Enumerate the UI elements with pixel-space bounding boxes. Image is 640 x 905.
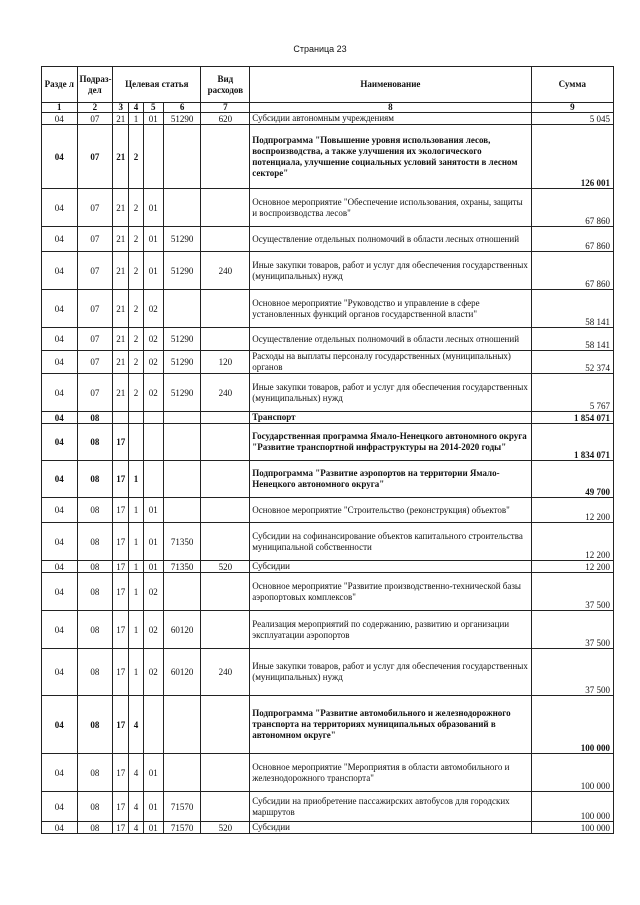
program-code-cell: 17 bbox=[113, 424, 129, 461]
direction-code-cell bbox=[163, 754, 201, 792]
subprogram-code-cell: 4 bbox=[129, 754, 143, 792]
summa-cell: 100 000 bbox=[531, 792, 613, 822]
naimenovanie-cell: Иные закупки товаров, работ и услуг для обеспечения государственных (муниципальных) нужд bbox=[250, 374, 531, 412]
event-code-cell: 01 bbox=[143, 113, 163, 125]
program-code-cell: 17 bbox=[113, 649, 129, 696]
table-row bbox=[42, 252, 614, 290]
event-code-cell: 01 bbox=[143, 822, 163, 834]
vid-rashodov-cell: 520 bbox=[201, 822, 250, 834]
direction-code-cell bbox=[163, 424, 201, 461]
podrazdel-cell: 07 bbox=[77, 113, 113, 125]
vid-rashodov-cell bbox=[201, 611, 250, 649]
subprogram-code-cell bbox=[129, 412, 143, 424]
vid-rashodov-cell bbox=[201, 189, 250, 227]
direction-code-cell: 71570 bbox=[163, 822, 201, 834]
vid-rashodov-cell bbox=[201, 696, 250, 754]
program-code-cell: 17 bbox=[113, 696, 129, 754]
direction-code-cell: 51290 bbox=[163, 227, 201, 252]
subprogram-code-cell: 2 bbox=[129, 290, 143, 328]
subprogram-code-cell: 2 bbox=[129, 374, 143, 412]
vid-rashodov-cell: 120 bbox=[201, 351, 250, 374]
event-code-cell: 01 bbox=[143, 754, 163, 792]
table-row bbox=[42, 822, 614, 834]
vid-rashodov-cell: 520 bbox=[201, 561, 250, 573]
direction-code-cell: 71350 bbox=[163, 523, 201, 561]
summa-cell: 67 860 bbox=[531, 252, 613, 290]
summa-cell: 37 500 bbox=[531, 573, 613, 611]
naimenovanie-cell: Транспорт bbox=[250, 412, 531, 424]
razdel-cell: 04 bbox=[42, 561, 78, 573]
event-code-cell: 02 bbox=[143, 649, 163, 696]
program-code-cell: 21 bbox=[113, 189, 129, 227]
event-code-cell: 02 bbox=[143, 351, 163, 374]
razdel-cell: 04 bbox=[42, 351, 78, 374]
header-summa: Сумма bbox=[531, 67, 613, 103]
table-row bbox=[42, 792, 614, 822]
vid-rashodov-cell: 240 bbox=[201, 649, 250, 696]
table-row bbox=[42, 461, 614, 498]
program-code-cell: 21 bbox=[113, 290, 129, 328]
vid-rashodov-cell bbox=[201, 328, 250, 351]
summa-cell: 5 045 bbox=[531, 113, 613, 125]
naimenovanie-cell: Иные закупки товаров, работ и услуг для обеспечения государственных (муниципальных) нужд bbox=[250, 649, 531, 696]
table-row bbox=[42, 412, 614, 424]
vid-rashodov-cell: 620 bbox=[201, 113, 250, 125]
program-code-cell: 17 bbox=[113, 792, 129, 822]
program-code-cell: 21 bbox=[113, 351, 129, 374]
event-code-cell bbox=[143, 125, 163, 189]
direction-code-cell bbox=[163, 498, 201, 523]
direction-code-cell bbox=[163, 461, 201, 498]
column-number-row bbox=[42, 103, 614, 113]
subprogram-code-cell: 1 bbox=[129, 523, 143, 561]
razdel-cell: 04 bbox=[42, 412, 78, 424]
summa-cell: 100 000 bbox=[531, 822, 613, 834]
naimenovanie-cell: Основное мероприятие "Строительство (реконструкция) объектов" bbox=[250, 498, 531, 523]
event-code-cell bbox=[143, 412, 163, 424]
table-row bbox=[42, 125, 614, 189]
subprogram-code-cell: 2 bbox=[129, 252, 143, 290]
naimenovanie-cell: Реализация мероприятий по содержанию, развитию и организации эксплуатации аэропортов bbox=[250, 611, 531, 649]
razdel-cell: 04 bbox=[42, 792, 78, 822]
direction-code-cell bbox=[163, 696, 201, 754]
naimenovanie-cell: Субсидии на софинансирование объектов капитального строительства муниципальной собственности bbox=[250, 523, 531, 561]
razdel-cell: 04 bbox=[42, 227, 78, 252]
event-code-cell: 01 bbox=[143, 523, 163, 561]
razdel-cell: 04 bbox=[42, 113, 78, 125]
razdel-cell: 04 bbox=[42, 523, 78, 561]
podrazdel-cell: 08 bbox=[77, 498, 113, 523]
razdel-cell: 04 bbox=[42, 290, 78, 328]
summa-cell: 1 854 071 bbox=[531, 412, 613, 424]
podrazdel-cell: 08 bbox=[77, 573, 113, 611]
subprogram-code-cell: 4 bbox=[129, 822, 143, 834]
naimenovanie-cell: Осуществление отдельных полномочий в области лесных отношений bbox=[250, 328, 531, 351]
vid-rashodov-cell bbox=[201, 412, 250, 424]
podrazdel-cell: 08 bbox=[77, 461, 113, 498]
subprogram-code-cell: 4 bbox=[129, 792, 143, 822]
program-code-cell: 17 bbox=[113, 573, 129, 611]
subprogram-code-cell: 2 bbox=[129, 227, 143, 252]
direction-code-cell: 51290 bbox=[163, 113, 201, 125]
podrazdel-cell: 08 bbox=[77, 424, 113, 461]
podrazdel-cell: 07 bbox=[77, 252, 113, 290]
event-code-cell: 01 bbox=[143, 498, 163, 523]
event-code-cell bbox=[143, 696, 163, 754]
direction-code-cell: 60120 bbox=[163, 649, 201, 696]
naimenovanie-cell: Субсидии на приобретение пассажирских автобусов для городских маршрутов bbox=[250, 792, 531, 822]
podrazdel-cell: 08 bbox=[77, 561, 113, 573]
direction-code-cell: 51290 bbox=[163, 252, 201, 290]
razdel-cell: 04 bbox=[42, 125, 78, 189]
razdel-cell: 04 bbox=[42, 573, 78, 611]
event-code-cell: 02 bbox=[143, 573, 163, 611]
program-code-cell: 21 bbox=[113, 113, 129, 125]
vid-rashodov-cell: 240 bbox=[201, 374, 250, 412]
event-code-cell: 01 bbox=[143, 792, 163, 822]
naimenovanie-cell: Осуществление отдельных полномочий в области лесных отношений bbox=[250, 227, 531, 252]
table-row bbox=[42, 696, 614, 754]
table-row bbox=[42, 290, 614, 328]
summa-cell: 5 767 bbox=[531, 374, 613, 412]
subprogram-code-cell: 1 bbox=[129, 573, 143, 611]
vid-rashodov-cell bbox=[201, 754, 250, 792]
podrazdel-cell: 07 bbox=[77, 374, 113, 412]
summa-cell: 52 374 bbox=[531, 351, 613, 374]
summa-cell: 12 200 bbox=[531, 561, 613, 573]
naimenovanie-cell: Подпрограмма "Повышение уровня использования лесов, воспроизводства, а также улучшения их экологического потенциала, улучшение социальных условий занятости в лесном секторе" bbox=[250, 125, 531, 189]
subprogram-code-cell: 2 bbox=[129, 328, 143, 351]
podrazdel-cell: 08 bbox=[77, 412, 113, 424]
program-code-cell: 17 bbox=[113, 461, 129, 498]
column-number: 7 bbox=[201, 103, 250, 113]
summa-cell: 37 500 bbox=[531, 611, 613, 649]
table-row bbox=[42, 374, 614, 412]
direction-code-cell bbox=[163, 290, 201, 328]
program-code-cell: 21 bbox=[113, 252, 129, 290]
program-code-cell: 17 bbox=[113, 561, 129, 573]
razdel-cell: 04 bbox=[42, 328, 78, 351]
subprogram-code-cell: 4 bbox=[129, 696, 143, 754]
table-row bbox=[42, 561, 614, 573]
razdel-cell: 04 bbox=[42, 424, 78, 461]
table-row bbox=[42, 351, 614, 374]
header-naimenovanie: Наименование bbox=[250, 67, 531, 103]
direction-code-cell bbox=[163, 412, 201, 424]
table-row bbox=[42, 649, 614, 696]
vid-rashodov-cell bbox=[201, 290, 250, 328]
event-code-cell: 01 bbox=[143, 189, 163, 227]
header-razdel: Разде л bbox=[42, 67, 78, 103]
naimenovanie-cell: Основное мероприятие "Развитие производственно-технической базы аэропортовых комплексов" bbox=[250, 573, 531, 611]
event-code-cell: 01 bbox=[143, 561, 163, 573]
table-row bbox=[42, 113, 614, 125]
vid-rashodov-cell bbox=[201, 498, 250, 523]
naimenovanie-cell: Субсидии автономным учреждениям bbox=[250, 113, 531, 125]
header-podrazdel: Подраз- дел bbox=[77, 67, 113, 103]
direction-code-cell: 51290 bbox=[163, 374, 201, 412]
naimenovanie-cell: Основное мероприятие "Мероприятия в области автомобильного и железнодорожного транспорта" bbox=[250, 754, 531, 792]
column-number: 6 bbox=[163, 103, 201, 113]
budget-table bbox=[41, 66, 614, 834]
razdel-cell: 04 bbox=[42, 754, 78, 792]
column-number: 8 bbox=[250, 103, 531, 113]
event-code-cell: 01 bbox=[143, 252, 163, 290]
podrazdel-cell: 07 bbox=[77, 351, 113, 374]
razdel-cell: 04 bbox=[42, 252, 78, 290]
event-code-cell bbox=[143, 461, 163, 498]
subprogram-code-cell: 2 bbox=[129, 351, 143, 374]
podrazdel-cell: 07 bbox=[77, 227, 113, 252]
summa-cell: 37 500 bbox=[531, 649, 613, 696]
razdel-cell: 04 bbox=[42, 461, 78, 498]
table-row bbox=[42, 523, 614, 561]
podrazdel-cell: 08 bbox=[77, 611, 113, 649]
subprogram-code-cell bbox=[129, 424, 143, 461]
table-row bbox=[42, 611, 614, 649]
program-code-cell bbox=[113, 412, 129, 424]
column-number: 4 bbox=[129, 103, 143, 113]
column-number: 1 bbox=[42, 103, 78, 113]
naimenovanie-cell: Подпрограмма "Развитие автомобильного и железнодорожного транспорта на территориях муниципальных образований в автономном округе" bbox=[250, 696, 531, 754]
naimenovanie-cell: Основное мероприятие "Руководство и управление в сфере установленных функций органов государственной власти" bbox=[250, 290, 531, 328]
table-row bbox=[42, 189, 614, 227]
subprogram-code-cell: 2 bbox=[129, 189, 143, 227]
vid-rashodov-cell bbox=[201, 424, 250, 461]
direction-code-cell bbox=[163, 189, 201, 227]
summa-cell: 12 200 bbox=[531, 498, 613, 523]
subprogram-code-cell: 1 bbox=[129, 649, 143, 696]
page-number-label: Страница 23 bbox=[293, 44, 347, 54]
vid-rashodov-cell: 240 bbox=[201, 252, 250, 290]
summa-cell: 67 860 bbox=[531, 227, 613, 252]
razdel-cell: 04 bbox=[42, 611, 78, 649]
summa-cell: 12 200 bbox=[531, 523, 613, 561]
subprogram-code-cell: 1 bbox=[129, 461, 143, 498]
subprogram-code-cell: 1 bbox=[129, 113, 143, 125]
summa-cell: 100 000 bbox=[531, 754, 613, 792]
summa-cell: 126 001 bbox=[531, 125, 613, 189]
table-row bbox=[42, 424, 614, 461]
table-row bbox=[42, 227, 614, 252]
table-row bbox=[42, 328, 614, 351]
program-code-cell: 17 bbox=[113, 611, 129, 649]
podrazdel-cell: 07 bbox=[77, 328, 113, 351]
subprogram-code-cell: 1 bbox=[129, 611, 143, 649]
vid-rashodov-cell bbox=[201, 792, 250, 822]
program-code-cell: 17 bbox=[113, 754, 129, 792]
subprogram-code-cell: 1 bbox=[129, 561, 143, 573]
razdel-cell: 04 bbox=[42, 189, 78, 227]
summa-cell: 100 000 bbox=[531, 696, 613, 754]
podrazdel-cell: 08 bbox=[77, 649, 113, 696]
summa-cell: 58 141 bbox=[531, 290, 613, 328]
table-row bbox=[42, 498, 614, 523]
razdel-cell: 04 bbox=[42, 498, 78, 523]
direction-code-cell: 71350 bbox=[163, 561, 201, 573]
event-code-cell: 02 bbox=[143, 290, 163, 328]
column-number: 3 bbox=[113, 103, 129, 113]
program-code-cell: 21 bbox=[113, 328, 129, 351]
subprogram-code-cell: 1 bbox=[129, 498, 143, 523]
direction-code-cell: 51290 bbox=[163, 328, 201, 351]
direction-code-cell: 51290 bbox=[163, 351, 201, 374]
vid-rashodov-cell bbox=[201, 523, 250, 561]
program-code-cell: 17 bbox=[113, 822, 129, 834]
column-number: 2 bbox=[77, 103, 113, 113]
table-row bbox=[42, 754, 614, 792]
vid-rashodov-cell bbox=[201, 125, 250, 189]
summa-cell: 1 834 071 bbox=[531, 424, 613, 461]
column-number: 5 bbox=[143, 103, 163, 113]
naimenovanie-cell: Субсидии bbox=[250, 561, 531, 573]
podrazdel-cell: 07 bbox=[77, 125, 113, 189]
razdel-cell: 04 bbox=[42, 649, 78, 696]
event-code-cell: 02 bbox=[143, 611, 163, 649]
program-code-cell: 17 bbox=[113, 523, 129, 561]
event-code-cell: 02 bbox=[143, 374, 163, 412]
event-code-cell: 02 bbox=[143, 328, 163, 351]
event-code-cell bbox=[143, 424, 163, 461]
header-row bbox=[42, 67, 614, 103]
razdel-cell: 04 bbox=[42, 696, 78, 754]
direction-code-cell bbox=[163, 573, 201, 611]
direction-code-cell: 71570 bbox=[163, 792, 201, 822]
direction-code-cell: 60120 bbox=[163, 611, 201, 649]
header-vid-rashodov: Вид расходов bbox=[201, 67, 250, 103]
vid-rashodov-cell bbox=[201, 227, 250, 252]
vid-rashodov-cell bbox=[201, 573, 250, 611]
table-row bbox=[42, 573, 614, 611]
summa-cell: 58 141 bbox=[531, 328, 613, 351]
podrazdel-cell: 07 bbox=[77, 189, 113, 227]
program-code-cell: 21 bbox=[113, 125, 129, 189]
podrazdel-cell: 08 bbox=[77, 822, 113, 834]
naimenovanie-cell: Подпрограмма "Развитие аэропортов на территории Ямало-Ненецкого автономного округа" bbox=[250, 461, 531, 498]
column-number: 9 bbox=[531, 103, 613, 113]
naimenovanie-cell: Расходы на выплаты персоналу государственных (муниципальных) органов bbox=[250, 351, 531, 374]
naimenovanie-cell: Субсидии bbox=[250, 822, 531, 834]
summa-cell: 49 700 bbox=[531, 461, 613, 498]
vid-rashodov-cell bbox=[201, 461, 250, 498]
razdel-cell: 04 bbox=[42, 822, 78, 834]
naimenovanie-cell: Основное мероприятие "Обеспечение использования, охраны, защиты и воспроизводства лесов" bbox=[250, 189, 531, 227]
event-code-cell: 01 bbox=[143, 227, 163, 252]
podrazdel-cell: 08 bbox=[77, 523, 113, 561]
naimenovanie-cell: Государственная программа Ямало-Ненецкого автономного округа "Развитие транспортной инфраструктуры на 2014-2020 годы" bbox=[250, 424, 531, 461]
podrazdel-cell: 08 bbox=[77, 792, 113, 822]
podrazdel-cell: 08 bbox=[77, 696, 113, 754]
summa-cell: 67 860 bbox=[531, 189, 613, 227]
subprogram-code-cell: 2 bbox=[129, 125, 143, 189]
podrazdel-cell: 08 bbox=[77, 754, 113, 792]
podrazdel-cell: 07 bbox=[77, 290, 113, 328]
program-code-cell: 21 bbox=[113, 227, 129, 252]
direction-code-cell bbox=[163, 125, 201, 189]
razdel-cell: 04 bbox=[42, 374, 78, 412]
program-code-cell: 21 bbox=[113, 374, 129, 412]
naimenovanie-cell: Иные закупки товаров, работ и услуг для обеспечения государственных (муниципальных) нужд bbox=[250, 252, 531, 290]
header-celevaya-statya: Целевая статья bbox=[113, 67, 201, 103]
program-code-cell: 17 bbox=[113, 498, 129, 523]
